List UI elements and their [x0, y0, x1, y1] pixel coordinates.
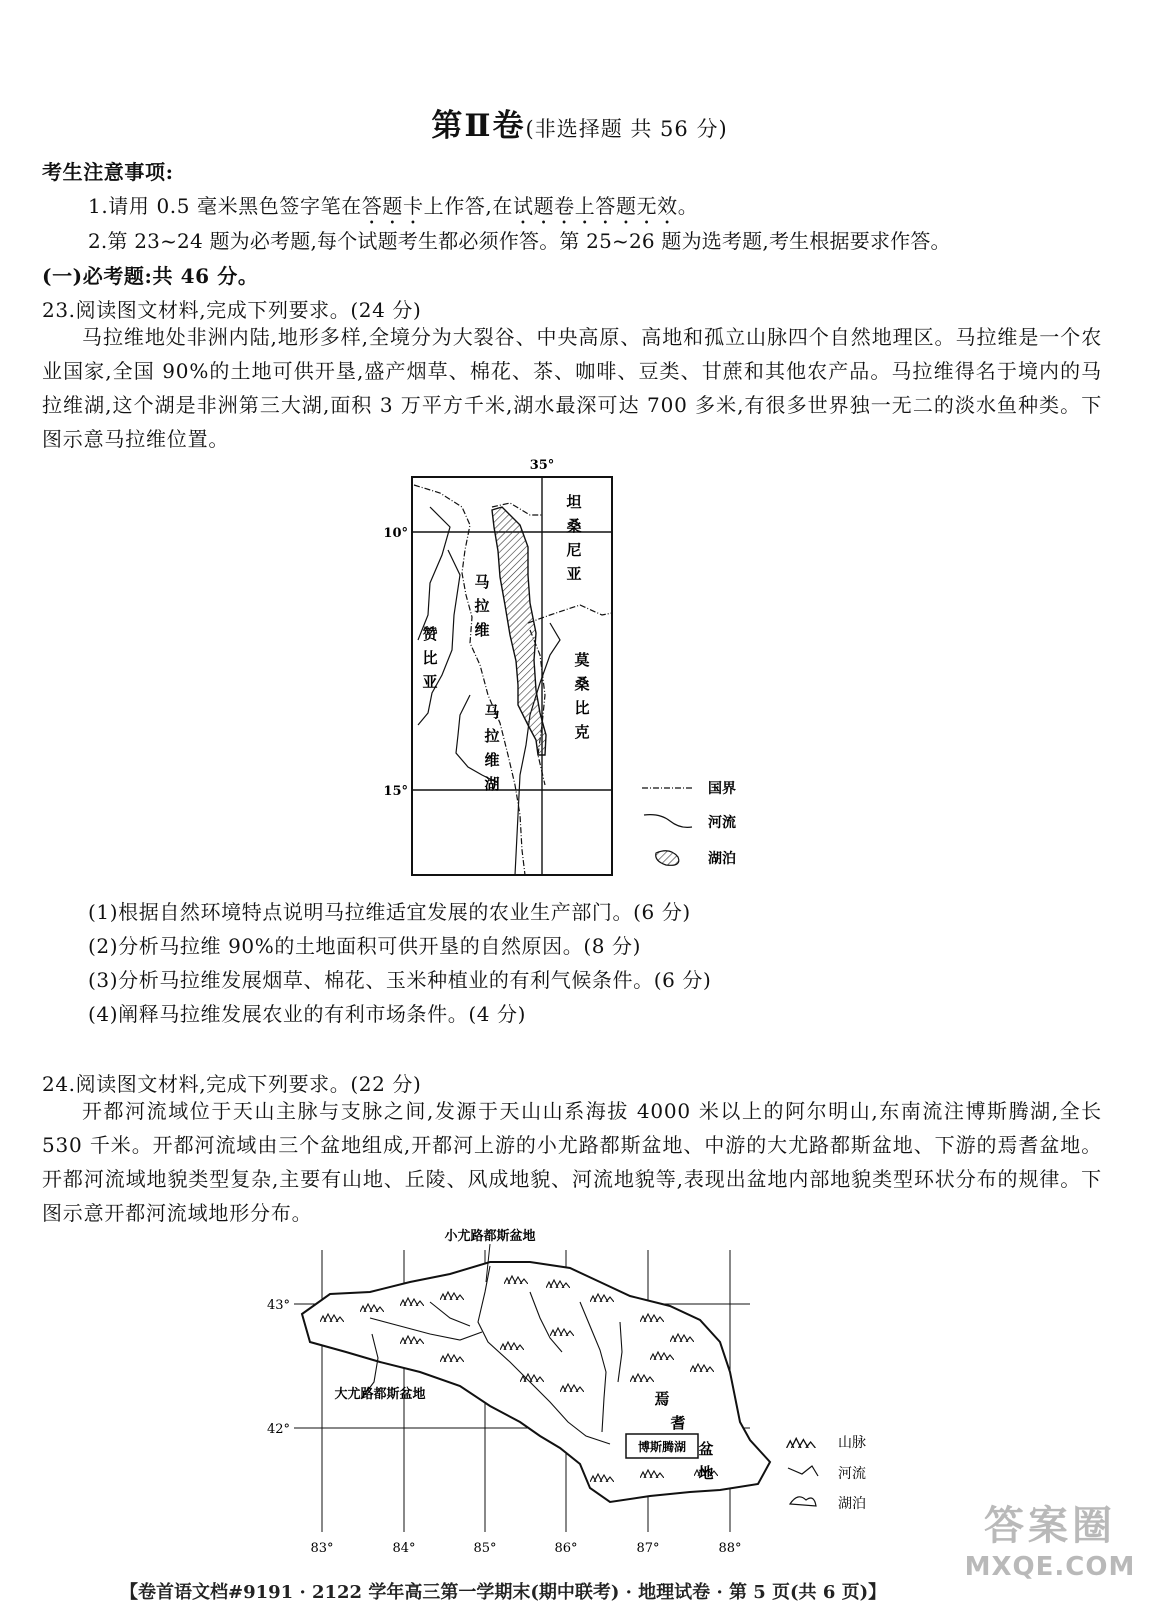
tanzania-label-3: 尼 [566, 541, 582, 559]
section-title [0, 100, 1159, 145]
kaidu-river-map [250, 1222, 890, 1557]
small-basin-label: 小尤路都斯盆地 [444, 1229, 536, 1244]
notice-item-2: 2.第 23~24 题为必考题,每个试题考生都必须作答。第 25~26 题为选考题,考生根据要求作答。 [88, 229, 951, 253]
legend-river-label-2: 河流 [838, 1466, 866, 1482]
malawi-label-2: 拉 [474, 597, 490, 615]
lat-label-42: 42° [266, 1422, 290, 1437]
notice-item-1-after: 。 [677, 194, 699, 218]
malawi-label-3: 维 [474, 621, 490, 639]
q24-paragraph-text: 开都河流域位于天山主脉与支脉之间,发源于天山山系海拔 4000 米以上的阿尔明山,东南流注博斯腾湖,全长 530 千米。开都河流域由三个盆地组成,开都河上游的小尤路都斯盆地、中游的大尤路都斯盆地、下游的焉耆盆地。开都河流域地貌类型复杂,主要有山地、丘陵、风成地貌、河流地貌等,表现出盆地内部地貌类型环状分布的规律。下图示意开都河流域地形分布。 [42, 1099, 1102, 1225]
malawi-lake-shape [492, 507, 546, 755]
watermark-logo [955, 1500, 1145, 1592]
legend-river-symbol-2 [788, 1466, 818, 1476]
zambia-label-2: 比 [422, 649, 438, 667]
mozambique-label-1: 莫 [574, 651, 590, 669]
watermark-bottom: MXQE.COM [964, 1552, 1136, 1582]
yanqi-label-3: 盆 [698, 1440, 714, 1458]
notice-item-1-emphasis-2: 试题卷上答题无效 [512, 194, 678, 218]
q23-question-3: (3)分析马拉维发展烟草、棉花、玉米种植业的有利气候条件。(6 分) [88, 968, 712, 992]
lon-label-86: 86° [554, 1541, 578, 1556]
q23-paragraph [42, 320, 1102, 456]
legend-mountain-label: 山脉 [838, 1435, 866, 1451]
lon-label-85: 85° [473, 1541, 497, 1556]
malawi-label-1: 马 [474, 573, 490, 591]
zambia-label-3: 亚 [422, 673, 438, 691]
malawi-map [370, 455, 790, 880]
section-title-sub: (非选择题 共 56 分) [525, 117, 728, 141]
q24-stem: 24.阅读图文材料,完成下列要求。(22 分) [42, 1072, 422, 1096]
q23-question-2: (2)分析马拉维 90%的土地面积可供开垦的自然原因。(8 分) [88, 934, 642, 958]
lake-label-4: 湖 [484, 775, 500, 793]
mozambique-label-2: 桑 [574, 675, 590, 693]
kaidu-legend [787, 1435, 866, 1512]
lon-label-88: 88° [718, 1541, 742, 1556]
q23-stem: 23.阅读图文材料,完成下列要求。(24 分) [42, 298, 422, 322]
bosten-lake-label: 博斯腾湖 [637, 1440, 687, 1454]
big-basin-label: 大尤路都斯盆地 [334, 1387, 426, 1402]
lake-label-2: 拉 [484, 727, 500, 745]
tanzania-label-1: 坦 [566, 493, 582, 511]
lat-label-10: 10° [383, 526, 408, 541]
q24-paragraph [42, 1094, 1102, 1230]
legend-river-label: 河流 [708, 815, 736, 831]
lon-label-35: 35° [529, 458, 555, 473]
zambia-label-1: 赞 [422, 625, 438, 643]
notice-item-1-before: 1.请用 0.5 毫米黑色签字笔在 [88, 194, 362, 218]
legend-lake-symbol [656, 851, 679, 866]
lon-label-84: 84° [392, 1541, 416, 1556]
watermark-top: 答案圈 [984, 1503, 1116, 1549]
lake-label-1: 马 [484, 703, 500, 721]
part1-heading: (一)必考题:共 46 分。 [42, 264, 259, 288]
notice-heading: 考生注意事项: [42, 160, 174, 184]
lon-label-83: 83° [310, 1541, 334, 1556]
legend-river-symbol [644, 815, 692, 828]
yanqi-label-4: 地 [698, 1464, 714, 1482]
notice-item-1-mid: 上作答,在 [423, 194, 513, 218]
page-footer: 【卷首语文档#9191 · 2122 学年高三第一学期末(期中联考) · 地理试卷 · 第 5 页(共 6 页)】 [120, 1582, 887, 1603]
legend-lake-symbol-2 [790, 1497, 816, 1506]
lake-label-3: 维 [484, 751, 500, 769]
mozambique-label-4: 克 [574, 723, 590, 741]
lon-labels [310, 1541, 741, 1556]
notice-item-1 [88, 190, 698, 229]
lon-label-87: 87° [636, 1541, 660, 1556]
notice-item-1-emphasis-1: 答题卡 [361, 194, 424, 218]
legend-lake-label-2: 湖泊 [838, 1496, 866, 1512]
lat-label-43: 43° [266, 1298, 290, 1313]
tanzania-label-2: 桑 [566, 517, 582, 535]
q23-question-4: (4)阐释马拉维发展农业的有利市场条件。(4 分) [88, 1002, 527, 1026]
yanqi-label-1: 焉 [654, 1390, 670, 1408]
lat-label-15: 15° [383, 784, 408, 799]
legend-mountain-symbol [787, 1438, 816, 1448]
tanzania-label-4: 亚 [566, 565, 582, 583]
q23-paragraph-text: 马拉维地处非洲内陆,地形多样,全境分为大裂谷、中央高原、高地和孤立山脉四个自然地理区。马拉维是一个农业国家,全国 90%的土地可供开垦,盛产烟草、棉花、茶、咖啡、豆类、甘蔗和其他农产品。马拉维得名于境内的马拉维湖,这个湖是非洲第三大湖,面积 3 万平方千米,湖水最深可达 700 多米,有很多世界独一无二的淡水鱼种类。下图示意马拉维位置。 [42, 325, 1102, 451]
legend-lake-label: 湖泊 [708, 851, 736, 867]
malawi-legend [642, 780, 736, 867]
q23-question-1: (1)根据自然环境特点说明马拉维适宜发展的农业生产部门。(6 分) [88, 900, 691, 924]
yanqi-label-2: 耆 [670, 1414, 686, 1432]
mozambique-label-3: 比 [574, 699, 590, 717]
legend-border-label: 国界 [708, 781, 736, 797]
rivers [418, 507, 560, 875]
section-title-main: 第Ⅱ卷 [431, 108, 526, 144]
